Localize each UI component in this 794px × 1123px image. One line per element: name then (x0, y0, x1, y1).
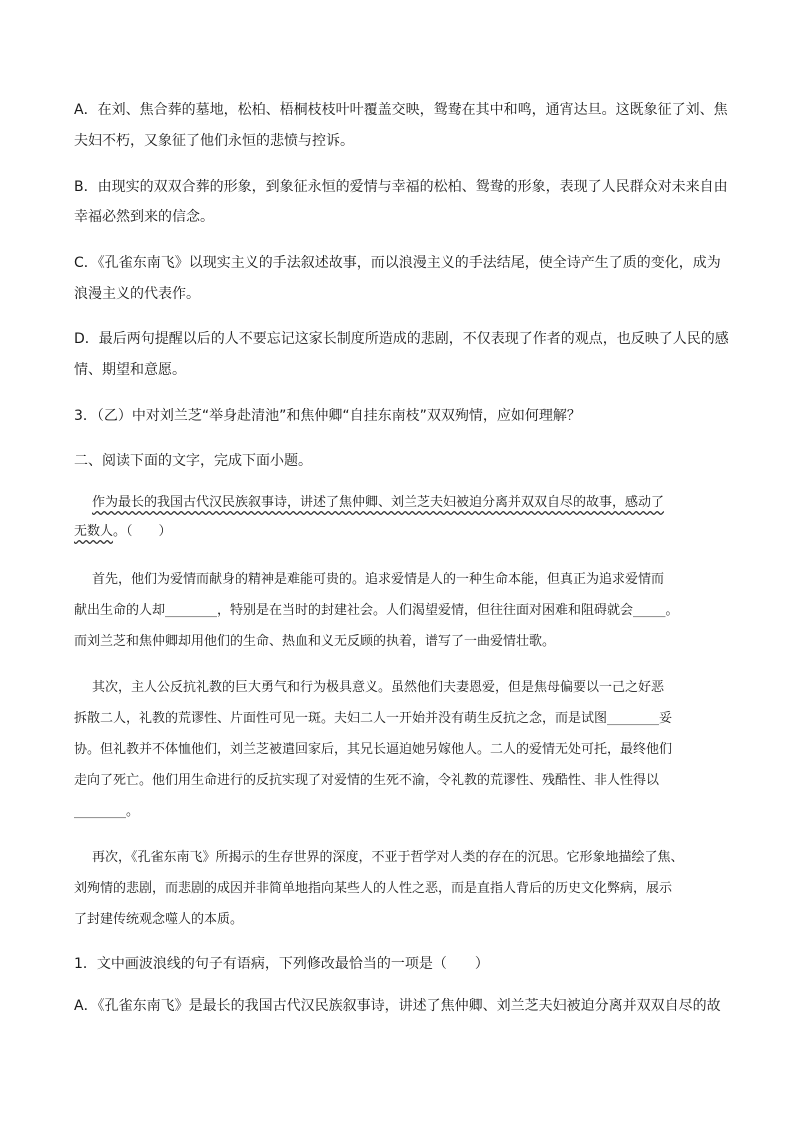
passage-p4-line-1: 再次，《孔雀东南飞》所揭示的生存世界的深度，不亚于哲学对人类的存在的沉思。它形象地描绘了焦、 (92, 850, 684, 865)
passage-p2-line-3: 而刘兰芝和焦仲卿却用他们的生命、热血和义无反顾的执着，谱写了一曲爱情壮歌。 (74, 634, 556, 649)
question-1: 1．文中画波浪线的句子有语病，下列修改最恰当的一项是（ ） (74, 956, 489, 972)
option-c-line-1: C．《孔雀东南飞》以现实主义的手法叙述故事，而以浪漫主义的手法结尾，使全诗产生了质的变化，成为 (74, 255, 721, 271)
option-a-line-1: A．在刘、焦合葬的墓地，松柏、梧桐枝枝叶叶覆盖交映，鸳鸯在其中和鸣，通宵达旦。这既象征了刘、焦 (74, 102, 728, 118)
passage-p1-line-2 (74, 522, 724, 542)
section-2-heading: 二、阅读下面的文字，完成下面小题。 (74, 453, 312, 469)
answer-bracket: 。（ ） (113, 524, 172, 539)
passage-p4-line-2: 刘殉情的悲剧，而悲剧的成因并非简单地指向某些人的人性之恶，而是直指人背后的历史文化弊病，展示 (74, 881, 673, 896)
option-d-line-1: D．最后两句提醒以后的人不要忘记这家长制度所造成的悲剧，不仅表现了作者的观点，也反映了人民的感 (74, 331, 729, 347)
wavy-underlined-text: 无数人 (74, 524, 114, 539)
passage-p3-line-1: 其次，主人公反抗礼教的巨大勇气和行为极具意义。虽然他们夫妻恩爱，但是焦母偏要以一己之好恶 (92, 680, 665, 695)
passage-p1-line-1: 作为最长的我国古代汉民族叙事诗，讲述了焦仲卿、刘兰芝夫妇被迫分离并双双自尽的故事，感动了 (92, 495, 665, 510)
passage-p3-line-3: 协。但礼教并不体恤他们，刘兰芝被遣回家后，其兄长逼迫她另嫁他人。二人的爱情无处可托，最终他们 (74, 742, 673, 757)
option-c-line-2: 浪漫主义的代表作。 (74, 286, 200, 302)
passage-p4-line-3: 了封建传统观念噬人的本质。 (74, 912, 244, 927)
option-d-line-2: 情、期望和意愿。 (74, 362, 186, 378)
question-3: 3．（乙）中对刘兰芝“举身赴清池”和焦仲卿“自挂东南枝”双双殉情，应如何理解？ (74, 408, 581, 424)
passage-p2-line-2: 献出生命的人却________，特别是在当时的封建社会。人们渴望爱情，但往往面对困难和阻碍就会_____。 (74, 603, 679, 618)
passage-p2-line-1: 首先，他们为爱情而献身的精神是难能可贵的。追求爱情是人的一种生命本能，但真正为追求爱情而 (92, 572, 665, 587)
option-b-line-1: B．由现实的双双合葬的形象，到象征永恒的爱情与幸福的松柏、鸳鸯的形象，表现了人民群众对未来自由 (74, 179, 728, 195)
passage-p3-line-4: 走向了死亡。他们用生命进行的反抗实现了对爱情的生死不渝，令礼教的荒谬性、残酷性、非人性得以 (74, 773, 660, 788)
question-1-option-a: A．《孔雀东南飞》是最长的我国古代汉民族叙事诗，讲述了焦仲卿、刘兰芝夫妇被迫分离并双双自尽的故 (74, 998, 721, 1014)
option-a-line-2: 夫妇不朽，又象征了他们永恒的悲愤与控诉。 (74, 133, 354, 149)
passage-p3-line-5: ________。 (74, 804, 140, 819)
passage-p3-line-2: 拆散二人，礼教的荒谬性、片面性可见一斑。夫妇二人一开始并没有萌生反抗之念，而是试图________妥 (74, 711, 673, 726)
option-b-line-2: 幸福必然到来的信念。 (74, 209, 214, 225)
